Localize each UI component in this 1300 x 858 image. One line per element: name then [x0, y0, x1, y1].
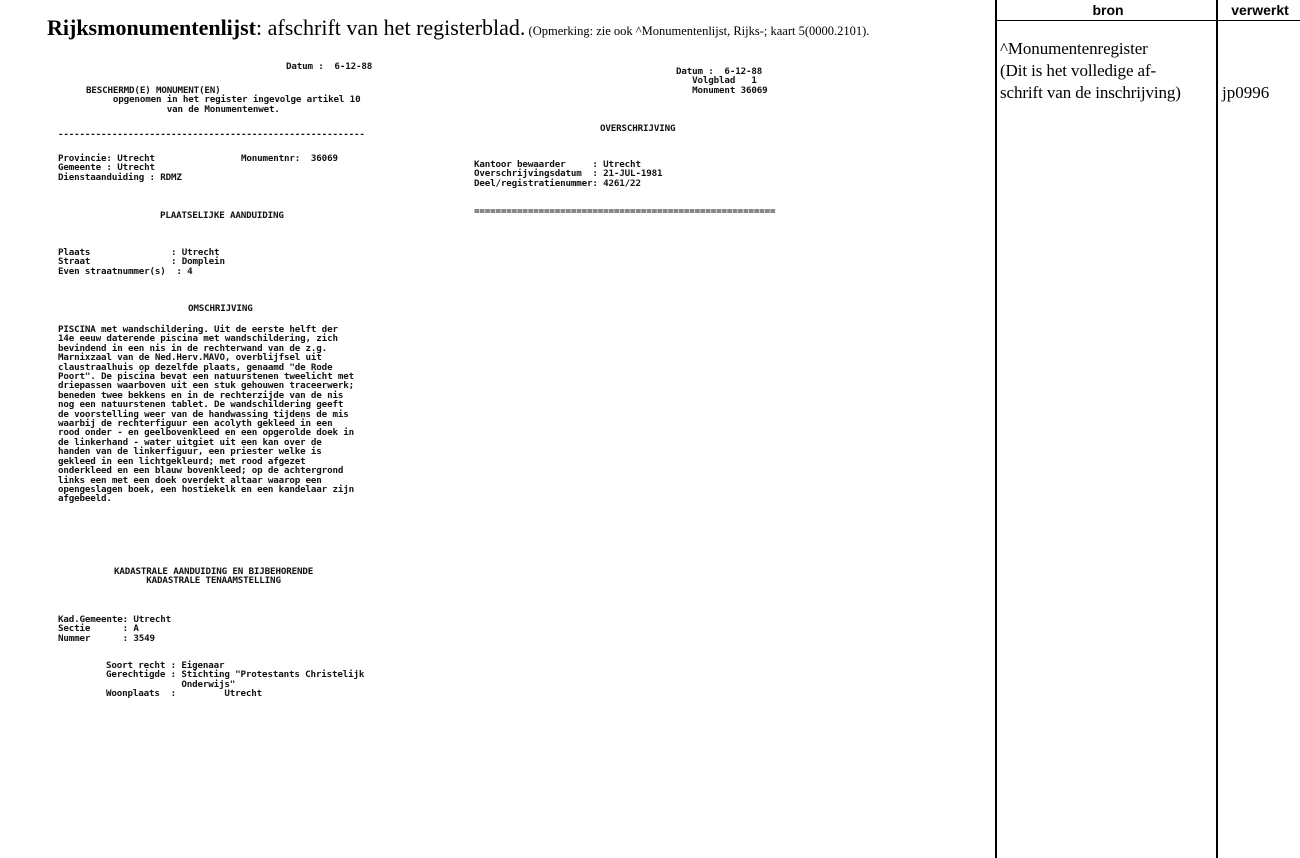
monument-header: BESCHERMD(E) MONUMENT(EN) opgenomen in het register ingevolge artikel 10 van de Monumentenwet. — [86, 85, 361, 115]
heading-title: Rijksmonumentenlijst — [47, 15, 257, 40]
left-datum: Datum : 6-12-88 — [286, 61, 373, 72]
heading-note: (Opmerking: zie ook ^Monumentenlijst, Rijks-; kaart 5(0000.2101). — [525, 24, 870, 38]
right-datum: Datum : 6-12-88 Volgblad 1 Monument 36069 — [676, 66, 768, 96]
page-heading — [47, 13, 992, 43]
kadaster-block: Kad.Gemeente: Utrecht Sectie : A Nummer : 3549 — [58, 614, 172, 644]
verwerkt-entry: jp0996 — [1222, 83, 1270, 102]
header-rule: --------------------------------------------------------- — [58, 129, 365, 140]
omschrijving-text: PISCINA met wandschildering. Uit de eerste helft der 14e eeuw daterende piscina met wandschildering, zich bevindend in een nis in de rechterwand van de z.g. Marnixzaal van de Ned.Herv.MAVO, overblijfsel uit claustraalhuis op dezelfde plaats, genaamd "de Rode Poort". De piscina bevat een natuurstenen tweelicht met driepassen waarboven uit een stuk gehouwen traceerwerk; beneden twee bekkens en in de rechterzijde van de nis nog een natuurstenen tablet. De wandschildering geeft de voorstelling weer van de handwassing tijdens de mis waarbij de rechterfiguur een acolyth gekleed in een rood onder - en geelbovenkleed en een opgerolde doek in de linkerhand - water uitgiet uit een kan over de handen van de linkerfiguur, een priester welke is gekleed in een lichtgekleurd; met rood afgezet onderkleed en een blauw bovenkleed; op de achtergrond links een met een doek overdekt altaar waarop een opengeslagen boek, een hostiekelk en een kandelaar zijn afgebeeld. — [58, 324, 354, 505]
column-divider-left — [995, 0, 997, 858]
column-top-rule — [996, 20, 1300, 21]
overschrijving-rule: ======================================================== — [474, 206, 776, 217]
column-divider-middle — [1216, 0, 1218, 858]
overschrijving-title: OVERSCHRIJVING — [600, 123, 676, 134]
verwerkt-column-header: verwerkt — [1231, 2, 1289, 18]
heading-subtitle: : afschrift van het registerblad. — [256, 15, 526, 40]
bron-entry: ^Monumentenregister (Dit is het volledige af- schrift van de inschrijving) — [1000, 39, 1181, 102]
recht-block: Soort recht : Eigenaar Gerechtigde : Stichting "Protestants Christelijk Onderwijs" Woonplaats : Utrecht — [106, 660, 365, 700]
kadaster-title: KADASTRALE AANDUIDING EN BIJBEHORENDE KADASTRALE TENAAMSTELLING — [114, 566, 314, 587]
overschrijving-details: Kantoor bewaarder : Utrecht Overschrijvingsdatum : 21-JUL-1981 Deel/registratienummer: 4261/22 — [474, 159, 663, 189]
location-block: Provincie: Utrecht Monumentnr: 36069 Gemeente : Utrecht Dienstaanduiding : RDMZ — [58, 153, 338, 183]
bron-column-header: bron — [1092, 2, 1124, 18]
plaats-title: PLAATSELIJKE AANDUIDING — [160, 210, 284, 221]
omschrijving-title: OMSCHRIJVING — [188, 303, 253, 314]
plaats-block: Plaats : Utrecht Straat : Domplein Even straatnummer(s) : 4 — [58, 247, 225, 277]
